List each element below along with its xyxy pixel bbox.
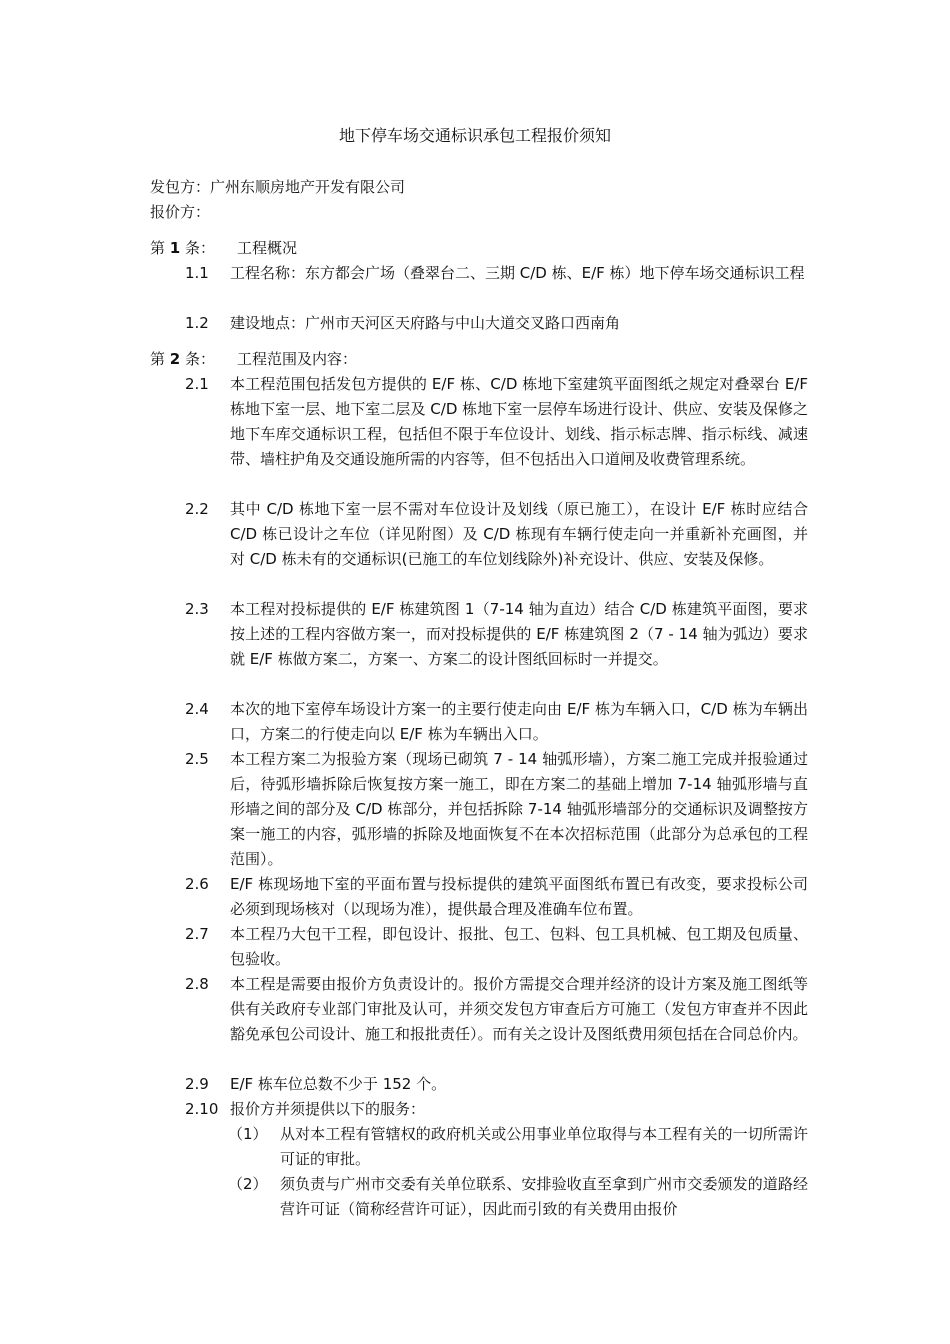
article-1-label <box>150 236 215 261</box>
clause-text: 其中 C/D 栋地下室一层不需对车位设计及划线（原已施工），在设计 E/F 栋时应结合 C/D 栋已设计之车位（详见附图）及 C/D 栋现有车辆行使走向一并重新补充画图，并对 C/D 栋未有的交通标识(已施工的车位划线除外)补充设计、供应、安装及保修。 <box>230 500 808 568</box>
article-prefix: 第 <box>150 350 166 368</box>
clause-number: 1.2 <box>185 314 209 332</box>
clause-text: 本次的地下室停车场设计方案一的主要行使走向由 E/F 栋为车辆入口，C/D 栋为车辆出口，方案二的行使走向以 E/F 栋为车辆出入口。 <box>230 700 808 743</box>
document-title: 地下停车场交通标识承包工程报价须知 <box>338 126 611 145</box>
article-suffix: 条： <box>185 239 216 257</box>
subclause-number: （2） <box>228 1175 268 1193</box>
clause-text: 本工程乃大包干工程，即包设计、报批、包工、包料、包工具机械、包工期及包质量、包验收。 <box>230 925 808 968</box>
clause-number: 2.1 <box>185 375 209 393</box>
clause-number: 2.3 <box>185 600 209 618</box>
article-suffix: 条： <box>185 350 216 368</box>
clause-text: E/F 栋现场地下室的平面布置与投标提供的建筑平面图纸布置已有改变，要求投标公司必须到现场核对（以现场为准），提供最合理及准确车位布置。 <box>230 875 808 918</box>
clause-number: 1.1 <box>185 264 209 282</box>
article-prefix: 第 <box>150 239 166 257</box>
subclause-text: 从对本工程有管辖权的政府机关或公用事业单位取得与本工程有关的一切所需许可证的审批。 <box>280 1125 808 1168</box>
article-1-heading: 工程概况 <box>237 239 298 257</box>
article-number: 2 <box>169 350 181 368</box>
subclause-number: （1） <box>228 1125 268 1143</box>
clause-number: 2.7 <box>185 925 209 943</box>
article-2-heading: 工程范围及内容： <box>237 350 358 368</box>
subclause-text: 须负责与广州市交委有关单位联系、安排验收直至拿到广州市交委颁发的道路经营许可证（简称经营许可证），因此而引致的有关费用由报价 <box>280 1175 808 1218</box>
clause-text: 工程名称：东方都会广场（叠翠台二、三期 C/D 栋、E/F 栋）地下停车场交通标识工程 <box>230 264 805 282</box>
clause-number: 2.10 <box>185 1100 219 1118</box>
clause-text: 本工程是需要由报价方负责设计的。报价方需提交合理并经济的设计方案及施工图纸等供有关政府专业部门审批及认可，并须交发包方审查后方可施工（发包方审查并不因此豁免承包公司设计、施工和报批责任）。而有关之设计及图纸费用须包括在合同总价内。 <box>230 975 808 1043</box>
article-number: 1 <box>169 239 181 257</box>
clause-number: 2.4 <box>185 700 209 718</box>
clause-number: 2.6 <box>185 875 209 893</box>
clause-number: 2.2 <box>185 500 209 518</box>
clause-number: 2.8 <box>185 975 209 993</box>
clause-text: 本工程对投标提供的 E/F 栋建筑图 1（7-14 轴为直边）结合 C/D 栋建筑平面图，要求按上述的工程内容做方案一，而对投标提供的 E/F 栋建筑图 2（7 - 14 轴为弧边）要求就 E/F 栋做方案二，方案一、方案二的设计图纸回标时一并提交。 <box>230 600 808 668</box>
clause-text: E/F 栋车位总数不少于 152 个。 <box>230 1075 447 1093</box>
clause-text: 本工程方案二为报验方案（现场已砌筑 7 - 14 轴弧形墙），方案二施工完成并报验通过后，待弧形墙拆除后恢复按方案一施工，即在方案二的基础上增加 7-14 轴弧形墙与直形墙之间的部分及 C/D 栋部分，并包括拆除 7-14 轴弧形墙部分的交通标识及调整按方案一施工的内容，弧形墙的拆除及地面恢复不在本次招标范围（此部分为总承包的工程范围）。 <box>230 750 808 868</box>
clause-number: 2.5 <box>185 750 209 768</box>
bidder-line: 报价方： <box>150 203 211 221</box>
clause-text: 本工程范围包括发包方提供的 E/F 栋、C/D 栋地下室建筑平面图纸之规定对叠翠台 E/F 栋地下室一层、地下室二层及 C/D 栋地下室一层停车场进行设计、供应、安装及保修之地下车库交通标识工程，包括但不限于车位设计、划线、指示标志牌、指示标线、减速带、墙柱护角及交通设施所需的内容等，但不包括出入口道闸及收费管理系统。 <box>230 375 808 468</box>
clause-text: 建设地点：广州市天河区天府路与中山大道交叉路口西南角 <box>230 314 621 332</box>
article-2-label <box>150 347 215 372</box>
issuer-line: 发包方：广州东顺房地产开发有限公司 <box>150 178 406 196</box>
clause-number: 2.9 <box>185 1075 209 1093</box>
clause-text: 报价方并须提供以下的服务： <box>230 1100 426 1118</box>
